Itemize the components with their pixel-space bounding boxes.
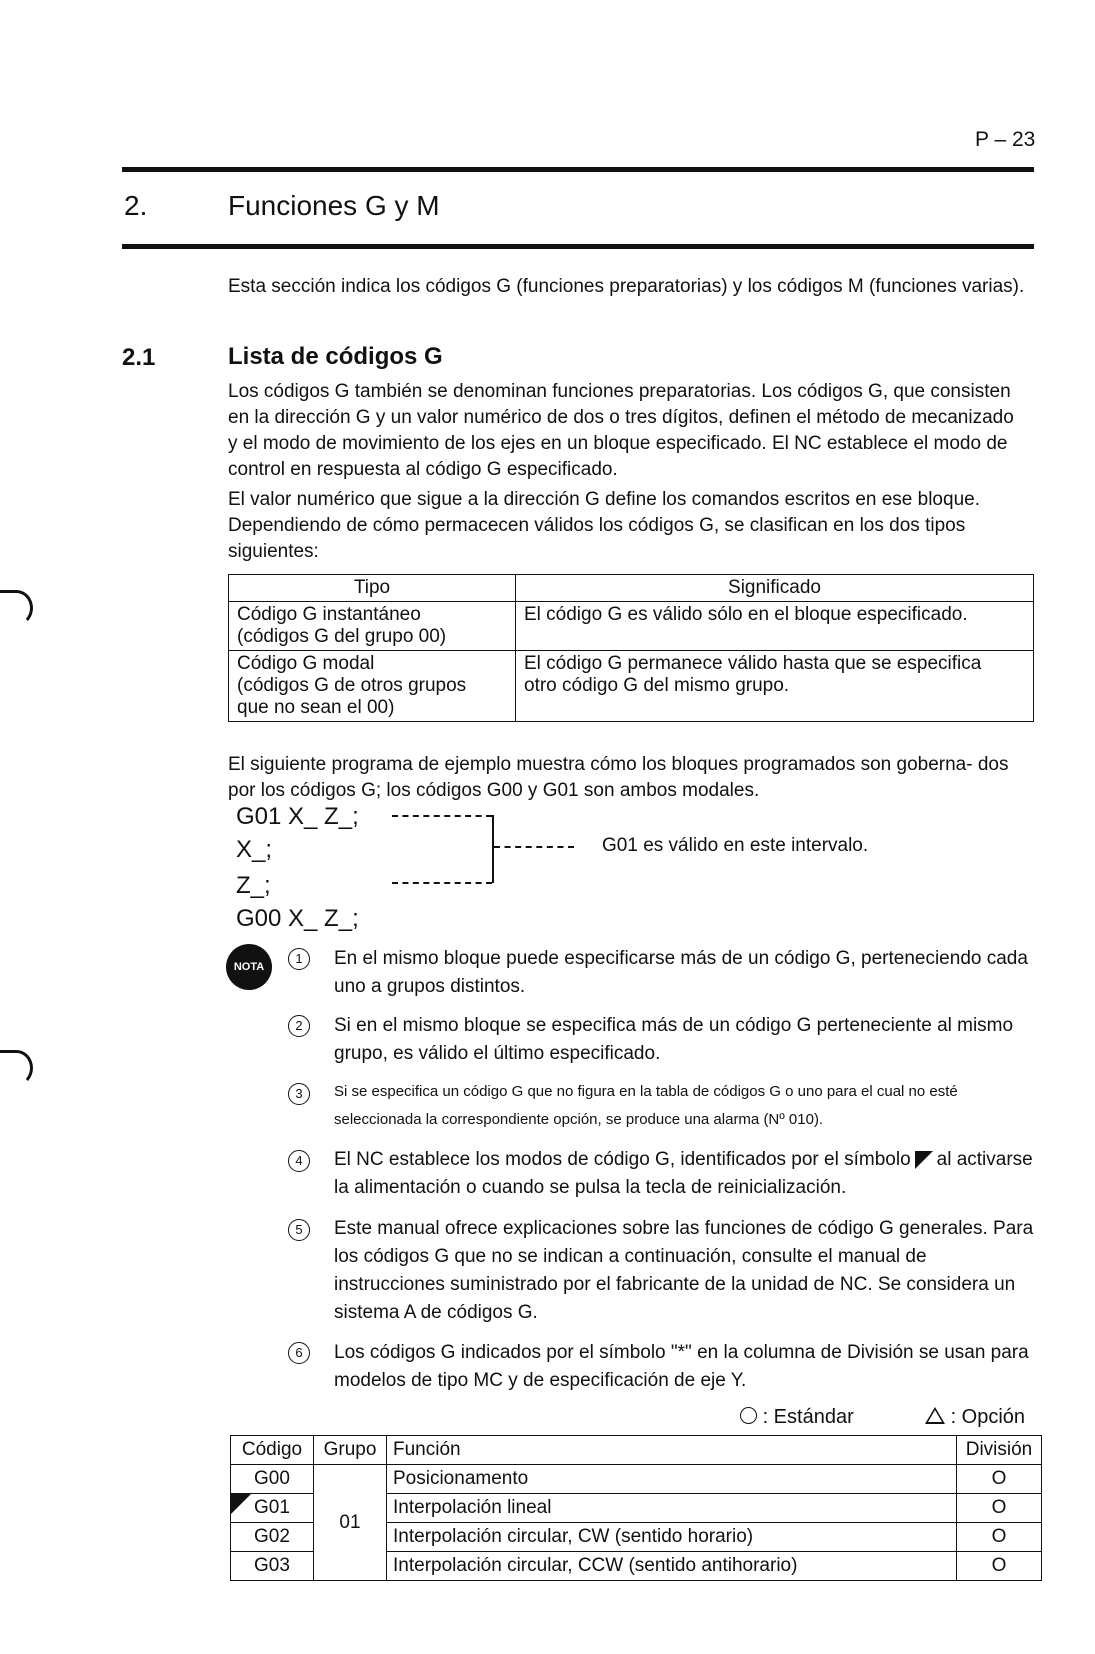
program-line: G01 X_ Z_; bbox=[236, 803, 359, 830]
note-3: Si se especifica un código G que no figura en la tabla de códigos G o uno para el cual no esté seleccionada la correspondiente opción, se produce una alarma (Nº 010). bbox=[334, 1083, 958, 1128]
standard-circle-icon bbox=[740, 1407, 757, 1424]
note-number: 1 bbox=[288, 948, 310, 970]
division-cell: O bbox=[957, 1552, 1042, 1581]
note-number: 5 bbox=[288, 1219, 310, 1241]
program-line: X_; bbox=[236, 836, 273, 863]
bracket-vertical bbox=[492, 815, 494, 883]
note-4 bbox=[334, 1146, 1034, 1202]
note-4-text-a: El NC establece los modos de código G, identificados por el símbolo bbox=[334, 1149, 911, 1170]
code-label: G01 bbox=[254, 1497, 290, 1518]
paragraph-1: Los códigos G también se denominan funciones preparatorias. Los códigos G, que consisten en la dirección G y un valor numérico de dos o tres dígitos, definen el método de mecanizado y el modo de movimiento de los ejes en un bloque especificado. El NC establece el modo de control en respuesta al código G especificado. bbox=[228, 381, 1014, 480]
division-cell: O bbox=[957, 1494, 1042, 1523]
initial-mode-flag-icon bbox=[915, 1151, 933, 1169]
cell-line: El código G permanece válido hasta que se especifica bbox=[524, 653, 982, 674]
header-rule bbox=[122, 167, 1034, 172]
note-number: 3 bbox=[288, 1083, 310, 1105]
g-code-list-table bbox=[230, 1435, 1042, 1581]
cell-line: Código G instantáneo bbox=[237, 604, 421, 625]
header-funcion: Función bbox=[387, 1436, 957, 1465]
cell-line: El código G es válido sólo en el bloque especificado. bbox=[524, 604, 968, 625]
note-number: 2 bbox=[288, 1015, 310, 1037]
code-cell: G03 bbox=[231, 1552, 314, 1581]
g-code-types-table bbox=[228, 574, 1034, 722]
note-5: Este manual ofrece explicaciones sobre las funciones de código G generales. Para los códigos G que no se indican a continuación, consulte el manual de instrucciones suministrado por el fabricante de la unidad de NC. Se considera un sistema A de códigos G. bbox=[334, 1218, 1034, 1323]
function-cell: Interpolación circular, CCW (sentido antihorario) bbox=[387, 1552, 957, 1581]
code-cell: G00 bbox=[231, 1465, 314, 1494]
legend-standard bbox=[740, 1406, 854, 1429]
cell-line: (códigos G del grupo 00) bbox=[237, 626, 447, 647]
interval-annotation: G01 es válido en este intervalo. bbox=[602, 835, 869, 856]
subsection-number: 2.1 bbox=[122, 344, 156, 371]
division-cell: O bbox=[957, 1523, 1042, 1552]
header-codigo: Código bbox=[231, 1436, 314, 1465]
example-intro: El siguiente programa de ejemplo muestra cómo los bloques programados son goberna- dos por los códigos G; los códigos G00 y G01 son ambos modales. bbox=[228, 754, 1009, 801]
section-number: 2. bbox=[124, 190, 148, 221]
table-row bbox=[231, 1465, 1042, 1494]
function-cell: Posicionamento bbox=[387, 1465, 957, 1494]
header-grupo: Grupo bbox=[314, 1436, 387, 1465]
cell-line: otro código G del mismo grupo. bbox=[524, 675, 790, 696]
table-header-row bbox=[231, 1436, 1042, 1465]
header-division: División bbox=[957, 1436, 1042, 1465]
legend-standard-label: : Estándar bbox=[762, 1406, 854, 1428]
code-cell: G02 bbox=[231, 1523, 314, 1552]
paragraph-2: El valor numérico que sigue a la dirección G define los comandos escritos en ese bloque. Dependiendo de cómo permacecen válidos los códigos G, se clasifican en los dos tipos siguientes: bbox=[228, 489, 980, 562]
group-cell: 01 bbox=[314, 1465, 387, 1581]
cell-line: (códigos G de otros grupos bbox=[237, 675, 467, 696]
code-cell-initial bbox=[231, 1494, 314, 1523]
cell-line: Código G modal bbox=[237, 653, 375, 674]
table-row bbox=[229, 651, 1034, 722]
initial-mode-flag-icon bbox=[231, 1494, 251, 1514]
function-cell: Interpolación lineal bbox=[387, 1494, 957, 1523]
subsection-title: Lista de códigos G bbox=[228, 343, 443, 370]
legend-option-label: : Opción bbox=[950, 1406, 1026, 1428]
section-rule bbox=[122, 244, 1034, 249]
note-6: Los códigos G indicados por el símbolo "*" en la columna de División se usan para modelos de tipo MC y de especificación de eje Y. bbox=[334, 1342, 1029, 1391]
program-line: Z_; bbox=[236, 872, 271, 899]
note-4-text-b: al activarse la alimentación o cuando se pulsa la tecla de reinicialización. bbox=[334, 1149, 1033, 1198]
program-line: G00 X_ Z_; bbox=[236, 905, 359, 932]
table-row bbox=[229, 602, 1034, 651]
section-intro: Esta sección indica los códigos G (funciones preparatorias) y los códigos M (funciones varias). bbox=[228, 276, 1025, 297]
option-triangle-icon bbox=[925, 1407, 945, 1424]
bracket-bottom bbox=[392, 882, 492, 884]
bracket-top bbox=[392, 815, 492, 817]
legend-option bbox=[925, 1406, 1025, 1429]
division-cell: O bbox=[957, 1465, 1042, 1494]
note-number: 6 bbox=[288, 1342, 310, 1364]
page-number: P – 23 bbox=[975, 128, 1036, 151]
types-header-tipo: Tipo bbox=[229, 575, 516, 602]
note-icon: NOTA bbox=[226, 944, 272, 990]
types-header-significado: Significado bbox=[516, 575, 1034, 602]
cell-line: que no sean el 00) bbox=[237, 697, 395, 718]
bracket-pointer bbox=[494, 846, 574, 848]
function-cell: Interpolación circular, CW (sentido horario) bbox=[387, 1523, 957, 1552]
binder-hole-mark bbox=[0, 590, 33, 626]
binder-hole-mark bbox=[0, 1050, 33, 1086]
note-2: Si en el mismo bloque se especifica más de un código G perteneciente al mismo grupo, es válido el último especificado. bbox=[334, 1015, 1014, 1064]
note-number: 4 bbox=[288, 1150, 310, 1172]
section-title: Funciones G y M bbox=[228, 190, 440, 221]
note-1: En el mismo bloque puede especificarse más de un código G, perteneciendo cada uno a grupos distintos. bbox=[334, 948, 1028, 997]
